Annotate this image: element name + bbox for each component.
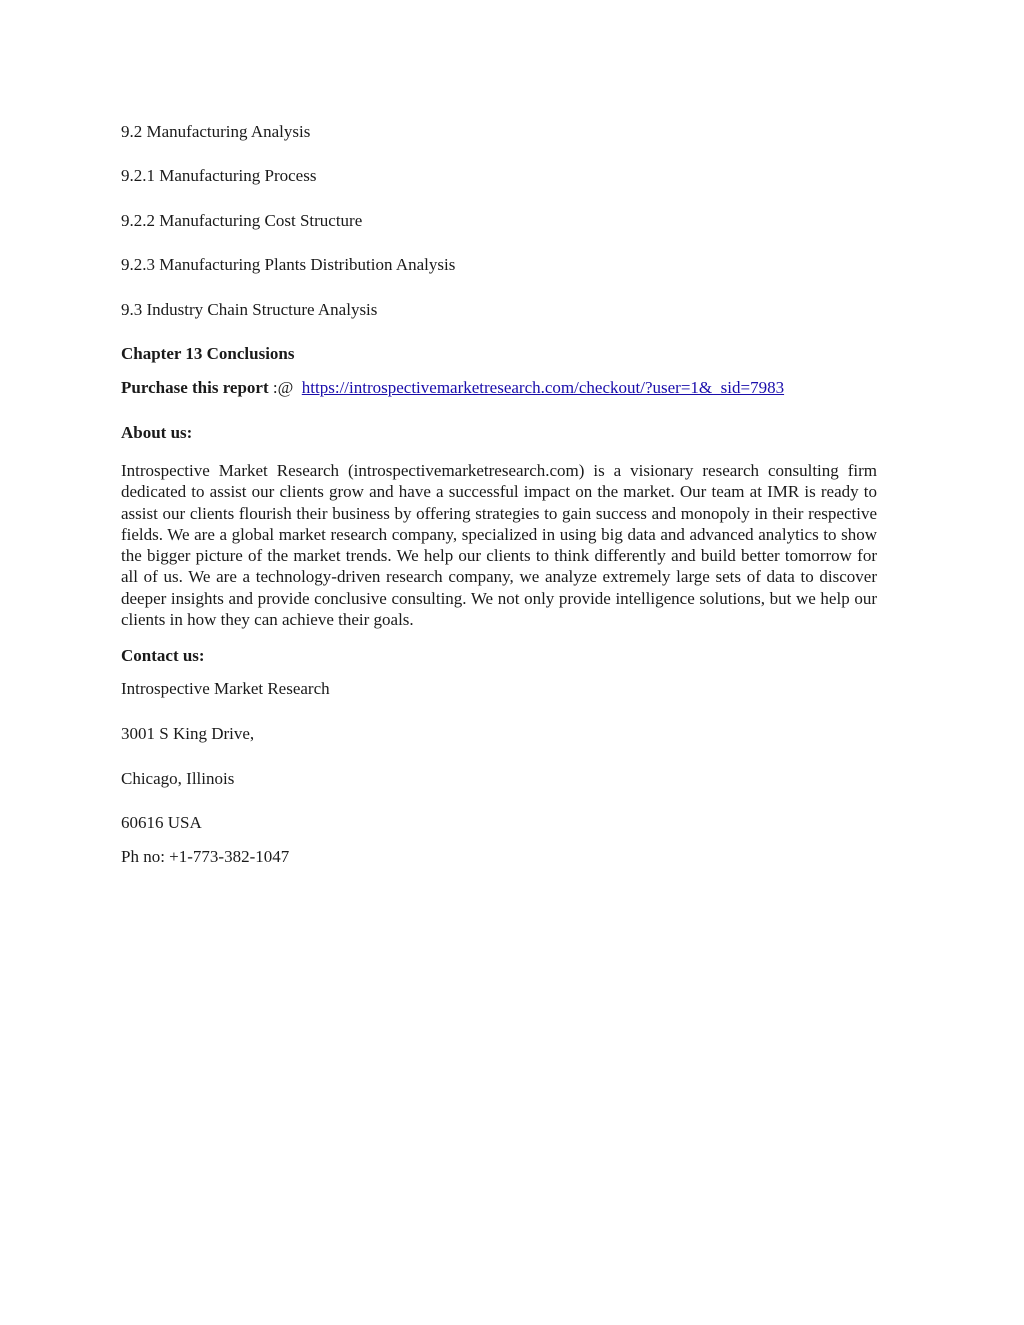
purchase-separator: :@	[268, 378, 302, 397]
toc-item: 9.2 Manufacturing Analysis	[121, 122, 311, 141]
contact-heading: Contact us:	[121, 646, 205, 665]
toc-item: 9.3 Industry Chain Structure Analysis	[121, 300, 378, 319]
contact-address-line3: 60616 USA	[121, 813, 202, 832]
contact-address-line1: 3001 S King Drive,	[121, 724, 255, 743]
about-paragraph: Introspective Market Research (introspectivemarketresearch.com) is a visionary research consulting firm dedicated to assist our clients grow and have a successful impact on the market. Our team at IMR is ready to assist our clients flourish their business by offering strategies to gain success and monopoly in their respective fields. We are a global market research company, specialized in using big data and advanced analytics to show the bigger picture of the market trends. We help our clients to think differently and build better tomorrow for all of us. We are a technology-driven research company, we analyze extremely large sets of data to discover deeper insights and provide conclusive consulting. We not only provide intelligence solutions, but we help our clients in how they can achieve their goals.	[121, 461, 877, 630]
contact-phone: Ph no: +1-773-382-1047	[121, 847, 290, 866]
purchase-line	[121, 377, 784, 399]
chapter-heading: Chapter 13 Conclusions	[121, 344, 295, 363]
toc-item: 9.2.1 Manufacturing Process	[121, 166, 317, 185]
contact-company: Introspective Market Research	[121, 679, 330, 698]
toc-item: 9.2.2 Manufacturing Cost Structure	[121, 211, 363, 230]
purchase-link[interactable]: https://introspectivemarketresearch.com/checkout/?user=1&_sid=7983	[301, 378, 785, 397]
about-heading: About us:	[121, 423, 193, 442]
contact-address-line2: Chicago, Illinois	[121, 769, 235, 788]
toc-item: 9.2.3 Manufacturing Plants Distribution Analysis	[121, 255, 456, 274]
purchase-label: Purchase this report	[121, 378, 269, 397]
